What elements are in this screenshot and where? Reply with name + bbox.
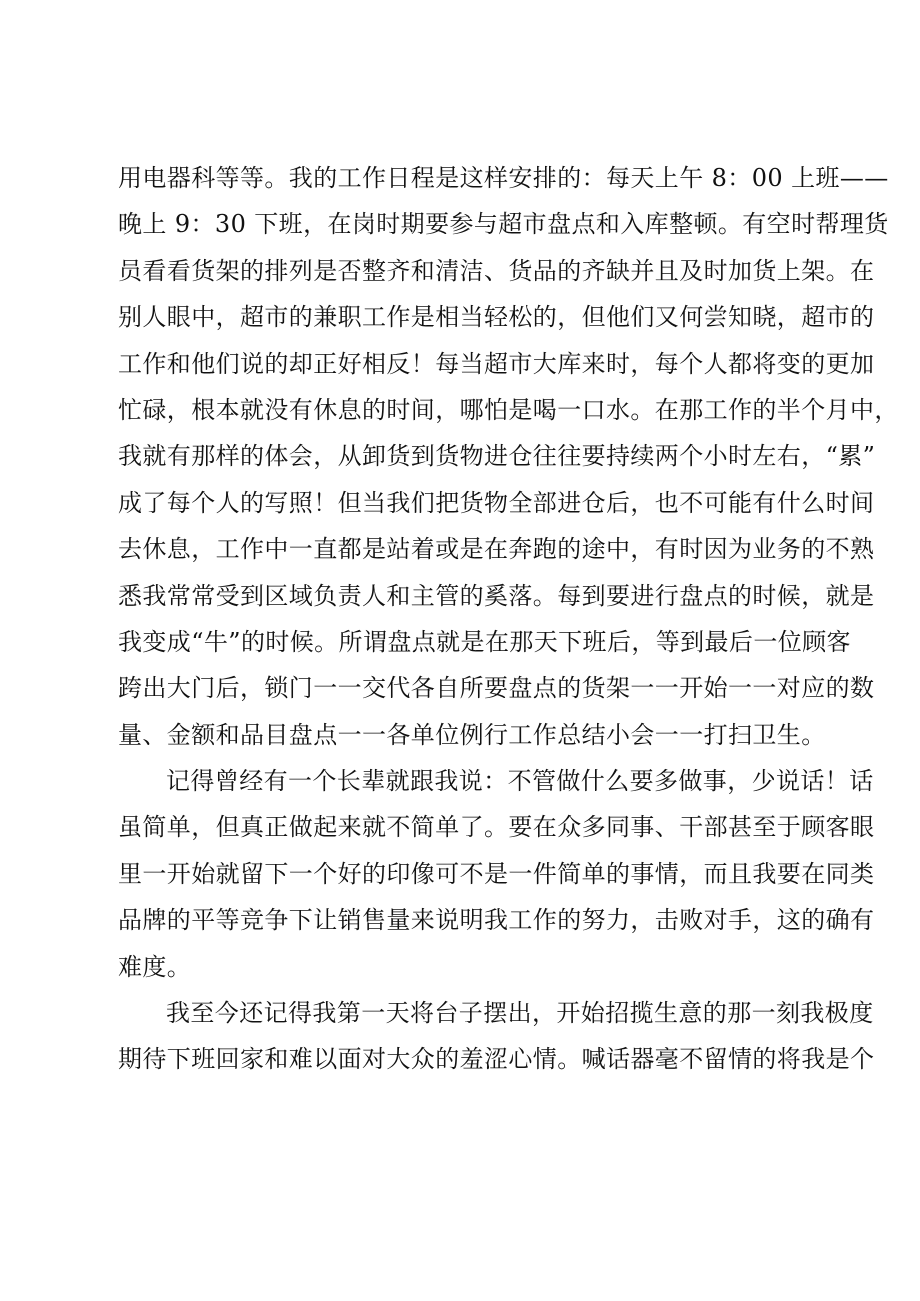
text-line: 员看看货架的排列是否整齐和清洁、货品的齐缺并且及时加货上架。在 <box>118 256 875 285</box>
text-line: 量、金额和品目盘点一一各单位例行工作总结小会一一打扫卫生。 <box>118 720 826 749</box>
paragraph-2 <box>118 758 875 990</box>
paragraph-1 <box>118 155 899 758</box>
text-line: 成了每个人的写照！但当我们把货物全部进仓后，也不可能有什么时间 <box>118 488 875 517</box>
text-line: 记得曾经有一个长辈就跟我说：不管做什么要多做事，少说话！话 <box>166 767 874 796</box>
text-line: 期待下班回家和难以面对大众的羞涩心情。喊话器毫不留情的将我是个 <box>118 1045 875 1074</box>
text-line: 去休息，工作中一直都是站着或是在奔跑的途中，有时因为业务的不熟 <box>118 535 875 564</box>
document-body <box>118 155 899 1083</box>
text-line: 晚上 9：30 下班，在岗时期要参与超市盘点和入库整顿。有空时帮理货 <box>118 210 889 239</box>
text-line: 别人眼中，超市的兼职工作是相当轻松的，但他们又何尝知晓，超市的 <box>118 303 875 332</box>
text-line: 悉我常常受到区域负责人和主管的奚落。每到要进行盘点的时候，就是 <box>118 581 875 610</box>
text-line: 虽简单，但真正做起来就不简单了。要在众多同事、干部甚至于顾客眼 <box>118 813 875 842</box>
text-line: 工作和他们说的却正好相反！每当超市大库来时，每个人都将变的更加 <box>118 349 875 378</box>
text-line: 品牌的平等竞争下让销售量来说明我工作的努力，击败对手，这的确有 <box>118 906 875 935</box>
paragraph-3 <box>118 990 875 1083</box>
text-line: 用电器科等等。我的工作日程是这样安排的：每天上午 8：00 上班—— <box>118 164 889 192</box>
text-line: 难度。 <box>118 952 192 981</box>
text-line: 跨出大门后，锁门一一交代各自所要盘点的货架一一开始一一对应的数 <box>118 674 875 703</box>
text-line: 我就有那样的体会，从卸货到货物进仓往往要持续两个小时左右，“累” <box>118 442 876 471</box>
text-line: 忙碌，根本就没有休息的时间，哪怕是喝一口水。在那工作的半个月中， <box>118 395 899 424</box>
text-line: 我至今还记得我第一天将台子摆出，开始招揽生意的那一刻我极度 <box>166 999 874 1028</box>
text-line: 我变成“牛”的时候。所谓盘点就是在那天下班后，等到最后一位顾客 <box>118 627 851 656</box>
text-line: 里一开始就留下一个好的印像可不是一件简单的事情，而且我要在同类 <box>118 859 875 888</box>
